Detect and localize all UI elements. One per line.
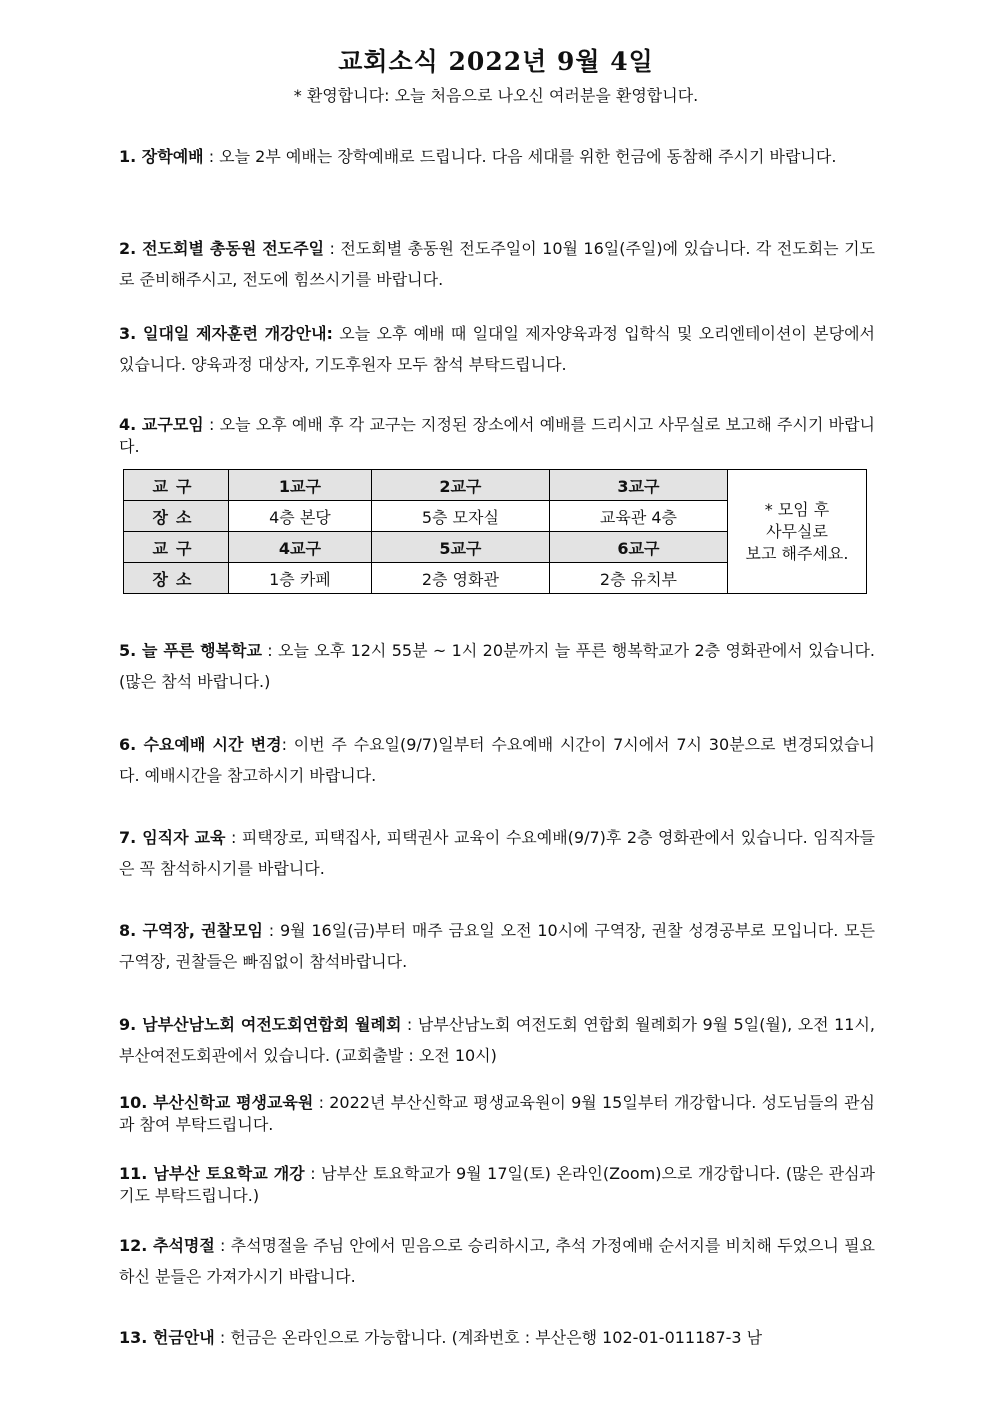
news-item-2 — [119, 233, 875, 295]
district-name: 2교구 — [371, 470, 549, 501]
district-name: 4교구 — [229, 532, 372, 563]
news-item-body: : 오늘 오후 12시 55분 ~ 1시 20분까지 늘 푸른 행복학교가 2층 영화관에서 있습니다. (많은 참석 바랍니다.) — [119, 641, 875, 691]
district-name: 5교구 — [371, 532, 549, 563]
meeting-place: 2층 영화관 — [371, 563, 549, 594]
district-name: 6교구 — [549, 532, 727, 563]
news-item-heading: 12. 추석명절 — [119, 1236, 215, 1255]
news-item-heading: 3. 일대일 제자훈련 개강안내: — [119, 324, 333, 343]
news-item-body: : 9월 16일(금)부터 매주 금요일 오전 10시에 구역장, 권찰 성경공부로 모입니다. 모든 구역장, 권찰들은 빠짐없이 참석바랍니다. — [119, 921, 875, 971]
news-item-12 — [119, 1230, 875, 1292]
news-item-3 — [119, 318, 875, 380]
news-item-heading: 8. 구역장, 권찰모임 — [119, 921, 264, 940]
news-item-5 — [119, 635, 875, 697]
news-item-body: : 헌금은 온라인으로 가능합니다. (계좌번호 : 부산은행 102-01-011187-3 남 — [214, 1328, 763, 1347]
news-item-heading: 4. 교구모임 — [119, 415, 204, 434]
news-item-body: : 2022년 부산신학교 평생교육원이 9월 15일부터 개강합니다. 성도님들의 관심과 참여 부탁드립니다. — [119, 1093, 876, 1134]
row-label: 교구 — [124, 470, 229, 501]
news-item-7 — [119, 822, 875, 884]
district-meeting-table — [123, 469, 867, 594]
meeting-place: 5층 모자실 — [371, 501, 549, 532]
row-label: 장소 — [124, 563, 229, 594]
meeting-place: 1층 카페 — [229, 563, 372, 594]
news-item-heading: 6. 수요예배 시간 변경 — [119, 735, 282, 754]
district-name: 3교구 — [549, 470, 727, 501]
district-name: 1교구 — [229, 470, 372, 501]
news-item-heading: 11. 남부산 토요학교 개강 — [119, 1164, 305, 1183]
news-item-heading: 13. 헌금안내 — [119, 1328, 215, 1347]
news-item-body: : 전도회별 총동원 전도주일이 10월 16일(주일)에 있습니다. 각 전도회는 기도로 준비해주시고, 전도에 힘쓰시기를 바랍니다. — [119, 239, 875, 289]
meeting-place: 2층 유치부 — [549, 563, 727, 594]
row-label: 교구 — [124, 532, 229, 563]
welcome-line: * 환영합니다: 오늘 처음으로 나오신 여러분을 환영합니다. — [293, 86, 699, 105]
note-line: 보고 해주세요. — [745, 543, 849, 563]
news-item-body: : 이번 주 수요일(9/7)일부터 수요예배 시간이 7시에서 7시 30분으로 변경되었습니다. 예배시간을 참고하시기 바랍니다. — [119, 735, 875, 785]
meeting-place: 4층 본당 — [229, 501, 372, 532]
news-item-heading: 2. 전도회별 총동원 전도주일 — [119, 239, 325, 258]
news-item-body: : 오늘 2부 예배는 장학예배로 드립니다. 다음 세대를 위한 헌금에 동참해 주시기 바랍니다. — [203, 147, 837, 166]
news-item-13 — [119, 1322, 875, 1353]
news-item-heading: 5. 늘 푸른 행복학교 — [119, 641, 262, 660]
news-item-body: : 남부산 토요학교가 9월 17일(토) 온라인(Zoom)으로 개강합니다. (많은 관심과 기도 부탁드립니다.) — [119, 1164, 875, 1205]
bulletin-title: 교회소식 2022년 9월 4일 — [338, 47, 654, 76]
note-line: 사무실로 — [766, 521, 828, 541]
meeting-place: 교육관 4층 — [549, 501, 727, 532]
news-item-11 — [119, 1163, 875, 1207]
row-label: 장소 — [124, 501, 229, 532]
news-item-body: : 추석명절을 주님 안에서 믿음으로 승리하시고, 추석 가정예배 순서지를 비치해 두었으니 필요하신 분들은 가져가시기 바랍니다. — [119, 1236, 875, 1286]
news-item-body: 오늘 오후 예배 때 일대일 제자양육과정 입학식 및 오리엔테이션이 본당에서 있습니다. 양육과정 대상자, 기도후원자 모두 참석 부탁드립니다. — [119, 324, 875, 374]
news-item-body: : 피택장로, 피택집사, 피택권사 교육이 수요예배(9/7)후 2층 영화관에서 있습니다. 임직자들은 꼭 참석하시기를 바랍니다. — [119, 828, 875, 878]
news-item-1 — [119, 141, 875, 172]
report-note — [728, 470, 867, 594]
news-item-heading: 9. 남부산남노회 여전도회연합회 월례회 — [119, 1015, 402, 1034]
news-item-10 — [119, 1092, 875, 1136]
news-item-heading: 1. 장학예배 — [119, 147, 204, 166]
news-item-8 — [119, 915, 875, 977]
news-item-heading: 10. 부산신학교 평생교육원 — [119, 1093, 314, 1112]
news-item-9 — [119, 1009, 875, 1071]
news-item-body: : 오늘 오후 예배 후 각 교구는 지정된 장소에서 예배를 드리시고 사무실로 보고해 주시기 바랍니다. — [119, 415, 876, 456]
news-item-6 — [119, 729, 875, 791]
news-item-4 — [119, 414, 875, 458]
news-item-body: : 남부산남노회 여전도회 연합회 월례회가 9월 5일(월), 오전 11시, 부산여전도회관에서 있습니다. (교회출발 : 오전 10시) — [119, 1015, 875, 1065]
news-item-heading: 7. 임직자 교육 — [119, 828, 226, 847]
note-line: * 모임 후 — [764, 499, 830, 519]
